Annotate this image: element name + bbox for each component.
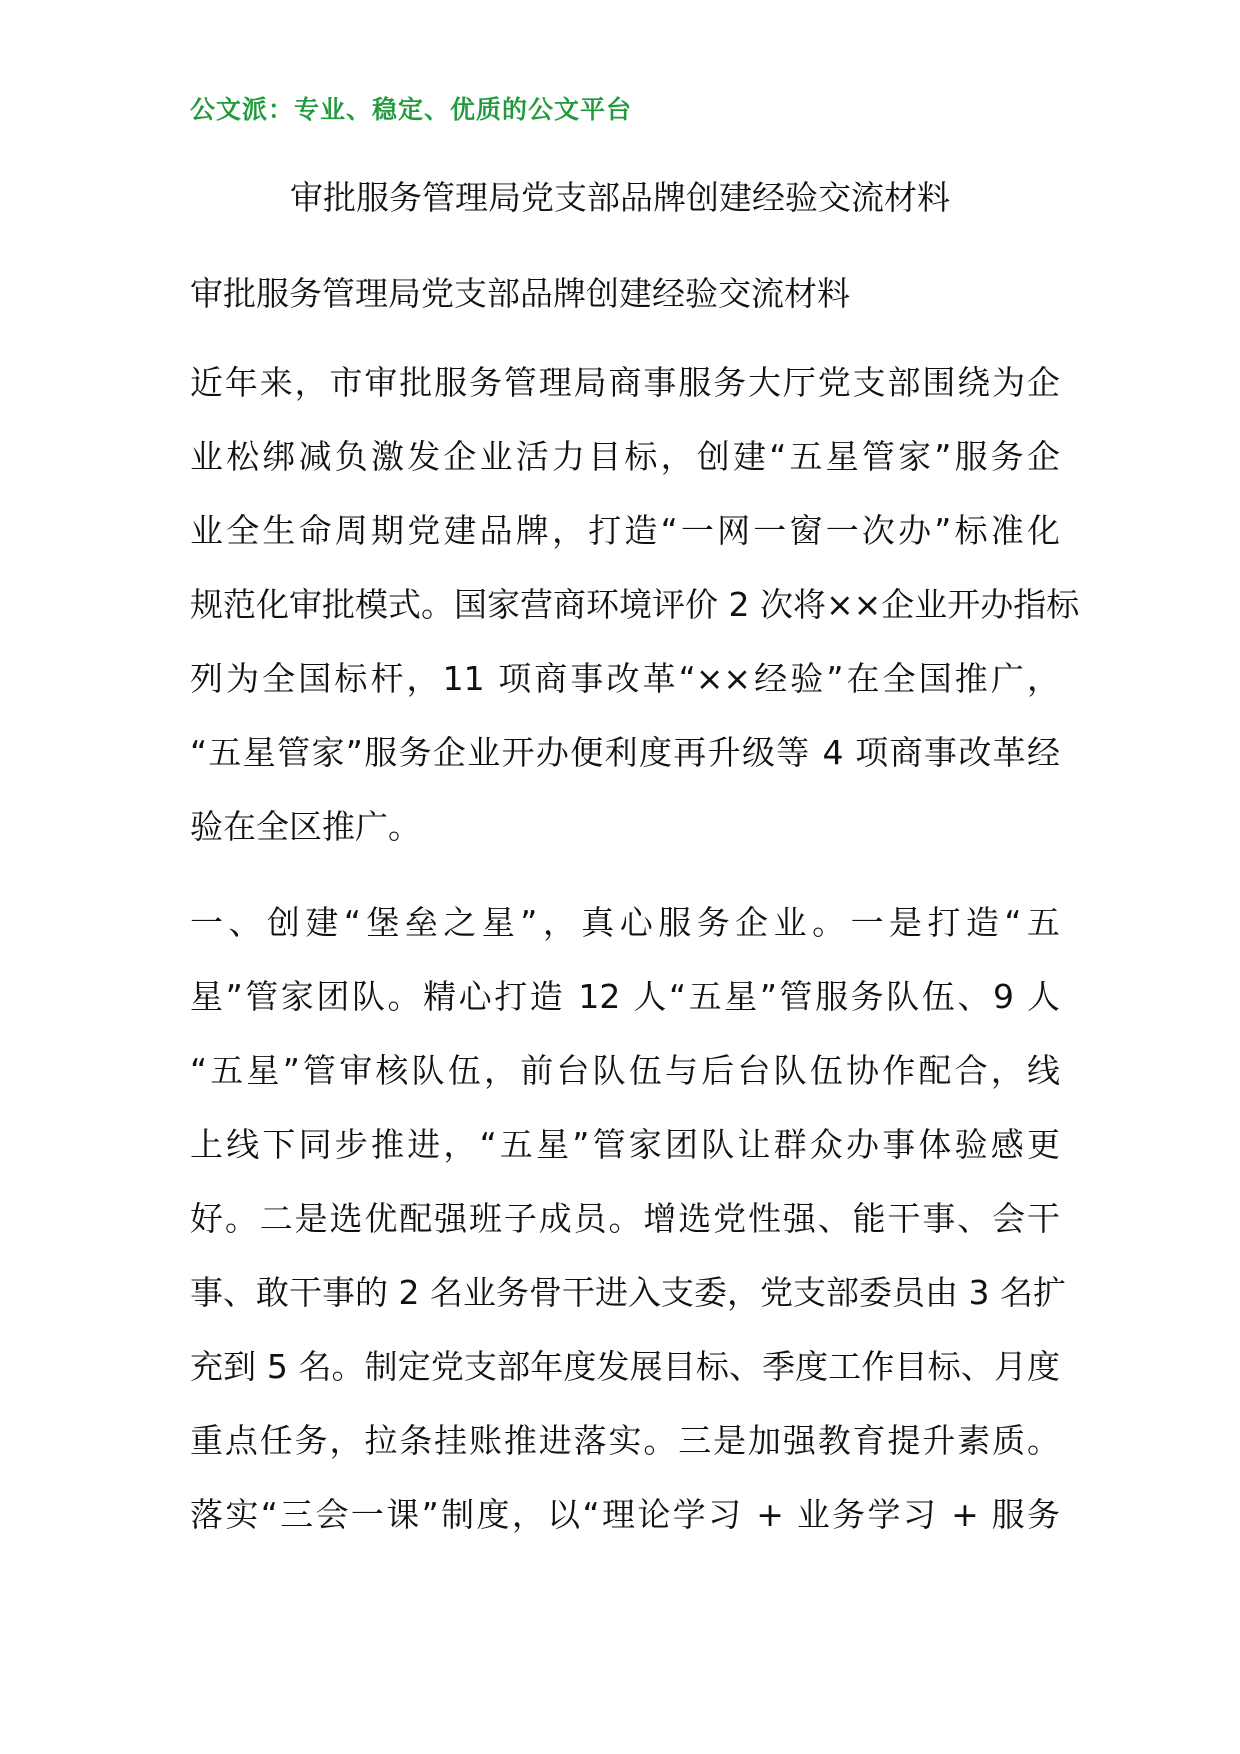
paragraph-line: 好。二是选优配强班子成员。增选党性强、能干事、会干: [190, 1199, 1060, 1238]
paragraph-line: 验在全区推广。: [190, 807, 421, 846]
paragraph-line: 列为全国标杆，11 项商事改革“××经验”在全国推广，: [190, 659, 1060, 698]
paragraph-line: 事、敢干事的 2 名业务骨干进入支委，党支部委员由 3 名扩: [190, 1273, 1066, 1312]
document-title: 审批服务管理局党支部品牌创建经验交流材料: [290, 178, 950, 217]
paragraph-line: 星”管家团队。精心打造 12 人“五星”管服务队伍、9 人: [190, 977, 1060, 1016]
paragraph-line: 业全生命周期党建品牌，打造“一网一窗一次办”标准化: [190, 511, 1060, 550]
paragraph-line: “五星”管审核队伍，前台队伍与后台队伍协作配合，线: [190, 1051, 1060, 1090]
paragraph-intro: [190, 346, 1080, 864]
paragraph-line: 规范化审批模式。国家营商环境评价 2 次将××企业开办指标: [190, 585, 1080, 624]
header-banner: 公文派：专业、稳定、优质的公文平台: [190, 95, 633, 124]
paragraph-line: 业松绑减负激发企业活力目标，创建“五星管家”服务企: [190, 437, 1060, 476]
paragraph-line: 一、创建“堡垒之星”，真心服务企业。一是打造“五: [190, 903, 1060, 942]
paragraph-section-one: [190, 886, 1066, 1552]
document-subtitle: 审批服务管理局党支部品牌创建经验交流材料: [190, 274, 850, 313]
paragraph-line: 上线下同步推进，“五星”管家团队让群众办事体验感更: [190, 1125, 1060, 1164]
paragraph-line: 近年来，市审批服务管理局商事服务大厅党支部围绕为企: [190, 363, 1060, 402]
paragraph-line: 落实“三会一课”制度，以“理论学习 + 业务学习 + 服务: [190, 1495, 1060, 1534]
paragraph-line: 充到 5 名。制定党支部年度发展目标、季度工作目标、月度: [190, 1347, 1060, 1386]
paragraph-line: 重点任务，拉条挂账推进落实。三是加强教育提升素质。: [190, 1421, 1060, 1460]
paragraph-line: “五星管家”服务企业开办便利度再升级等 4 项商事改革经: [190, 733, 1060, 772]
